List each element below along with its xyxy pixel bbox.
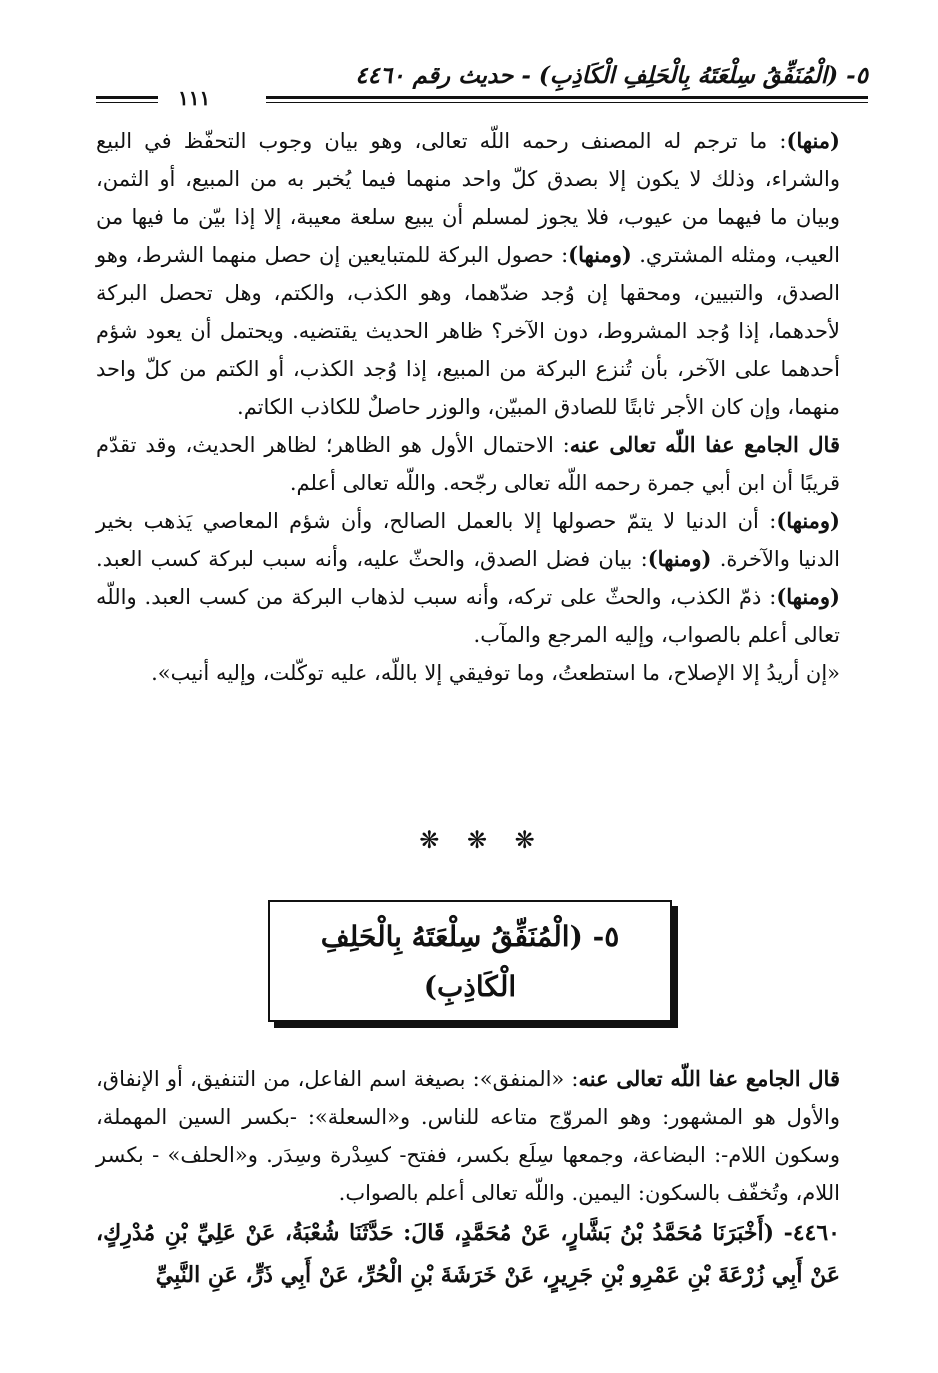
page bbox=[96, 0, 868, 1373]
paragraph-more-benefits bbox=[96, 502, 868, 654]
body-section-1 bbox=[96, 122, 868, 692]
paragraph-benefits bbox=[96, 122, 868, 426]
running-title: ٥- (الْمُنَفِّقُ سِلْعَتَهُ بِالْحَلِفِ الْكَاذِبِ) - حديث رقم ٤٤٦٠ bbox=[355, 62, 868, 89]
paragraph-text: : «المنفق»: بصيغة اسم الفاعل، من التنفيق، أو الإنفاق، والأول هو المشهور: وهو المروّج متاعه للناس. و«السعلة»: -بكسر السين المهملة، وسكون اللام-: البضاعة، وجمعها سِلَع بكسر، ففتح- كسِدْرة وسِدَر. و«الحلف» - بكسر اللام، وتُخفّف بالسكون: اليمين. واللّه تعالى أعلم بالصواب. bbox=[96, 1067, 840, 1205]
label-jami: قال الجامع عفا اللّه تعالى عنه bbox=[578, 1066, 840, 1091]
chapter-title-line-1: ٥- (الْمُنَفِّقُ سِلْعَتَهُ بِالْحَلِفِ bbox=[320, 920, 620, 953]
paragraph-text: : ما ترجم له المصنف رحمه اللّه تعالى، وهو بيان وجوب التحفّظ في البيع والشراء، وذلك لا يكون إلا بصدق كلّ واحد منهما فيما يُخبر به من المبيع، أو الثمن، وبيان ما فيهما من عيوب، فلا يجوز لمسلم أن يبيع سلعة معيبة، إلا إذا بيّن ما فيها من العيب، ومثله المشتري. bbox=[96, 129, 841, 267]
paragraph-definitions bbox=[96, 1060, 868, 1212]
hadith-isnad: ٤٤٦٠- (أَخْبَرَنَا مُحَمَّدُ بْنُ بَشَّارٍ، عَنْ مُحَمَّدٍ، قَالَ: حَدَّثَنَا شُعْبَةُ، عَنْ عَلِيِّ بْنِ مُدْرِكٍ، عَنْ أَبِي زُرْعَةَ بْنِ عَمْرِو بْنِ جَرِيرٍ، عَنْ خَرَشَةَ بْنِ الْحُرِّ، عَنْ أَبِي ذَرٍّ، عَنِ النَّبِيِّ bbox=[96, 1220, 840, 1288]
page-number: ١١١ bbox=[178, 86, 211, 110]
body-section-2 bbox=[96, 1060, 868, 1296]
chapter-heading-box bbox=[268, 900, 672, 1022]
page-header bbox=[96, 62, 868, 118]
section-separator: ❋ ❋ ❋ bbox=[419, 826, 545, 854]
paragraph-text: : الاحتمال الأول هو الظاهر؛ لظاهر الحديث، وقد تقدّم قريبًا أن ابن أبي جمرة رحمه اللّه تعالى رجّحه. واللّه تعالى أعلم. bbox=[96, 433, 840, 495]
chapter-title-line-2: الْكَاذِبِ) bbox=[423, 970, 517, 1003]
header-rule-left bbox=[96, 96, 158, 103]
header-rule bbox=[266, 96, 868, 103]
paragraph-jami-comment bbox=[96, 426, 868, 502]
label-jami: قال الجامع عفا اللّه تعالى عنه bbox=[569, 432, 840, 457]
paragraph-text: : أن الدنيا لا يتمّ حصولها إلا بالعمل الصالح، وأن شؤم المعاصي يَذهب بخير الدنيا والآخرة. bbox=[96, 509, 840, 571]
paragraph-text: : حصول البركة للمتبايعين إن حصل منهما الشرط، وهو الصدق، والتبيين، ومحقها إن وُجد ضدّهما، وهو الكذب، والكتم، وهل تحصل البركة لأحدهما، إذا وُجد المشروط، دون الآخر؟ ظاهر الحديث يقتضيه. ويحتمل أن يعود شؤم أحدهما على الآخر، بأن تُنزع البركة من المبيع، إذا وُجد الكذب، أو الكتم من كلّ واحد منهما، وإن كان الأجر ثابتًا للصادق المبيّن، والوزر حاصلٌ للكاذب الكاتم. bbox=[96, 243, 840, 419]
paragraph-text: : ذمّ الكذب، والحثّ على تركه، وأنه سبب لذهاب البركة من كسب العبد. واللّه تعالى أعلم بالصواب، وإليه المرجع والمآب. bbox=[96, 585, 840, 647]
label-wa-minha: (ومنها) bbox=[776, 508, 840, 533]
label-minha: (منها) bbox=[786, 128, 840, 153]
paragraph-quran-quote: «إن أريدُ إلا الإصلاح، ما استطعتُ، وما توفيقي إلا باللّه، عليه توكّلت، وإليه أنيب». bbox=[151, 661, 840, 685]
label-wa-minha: (ومنها) bbox=[568, 242, 632, 267]
label-wa-minha: (ومنها) bbox=[776, 584, 840, 609]
label-wa-minha: (ومنها) bbox=[647, 546, 712, 571]
paragraph-text: : بيان فضل الصدق، والحثّ عليه، وأنه سبب لبركة كسب العبد. bbox=[96, 547, 648, 571]
